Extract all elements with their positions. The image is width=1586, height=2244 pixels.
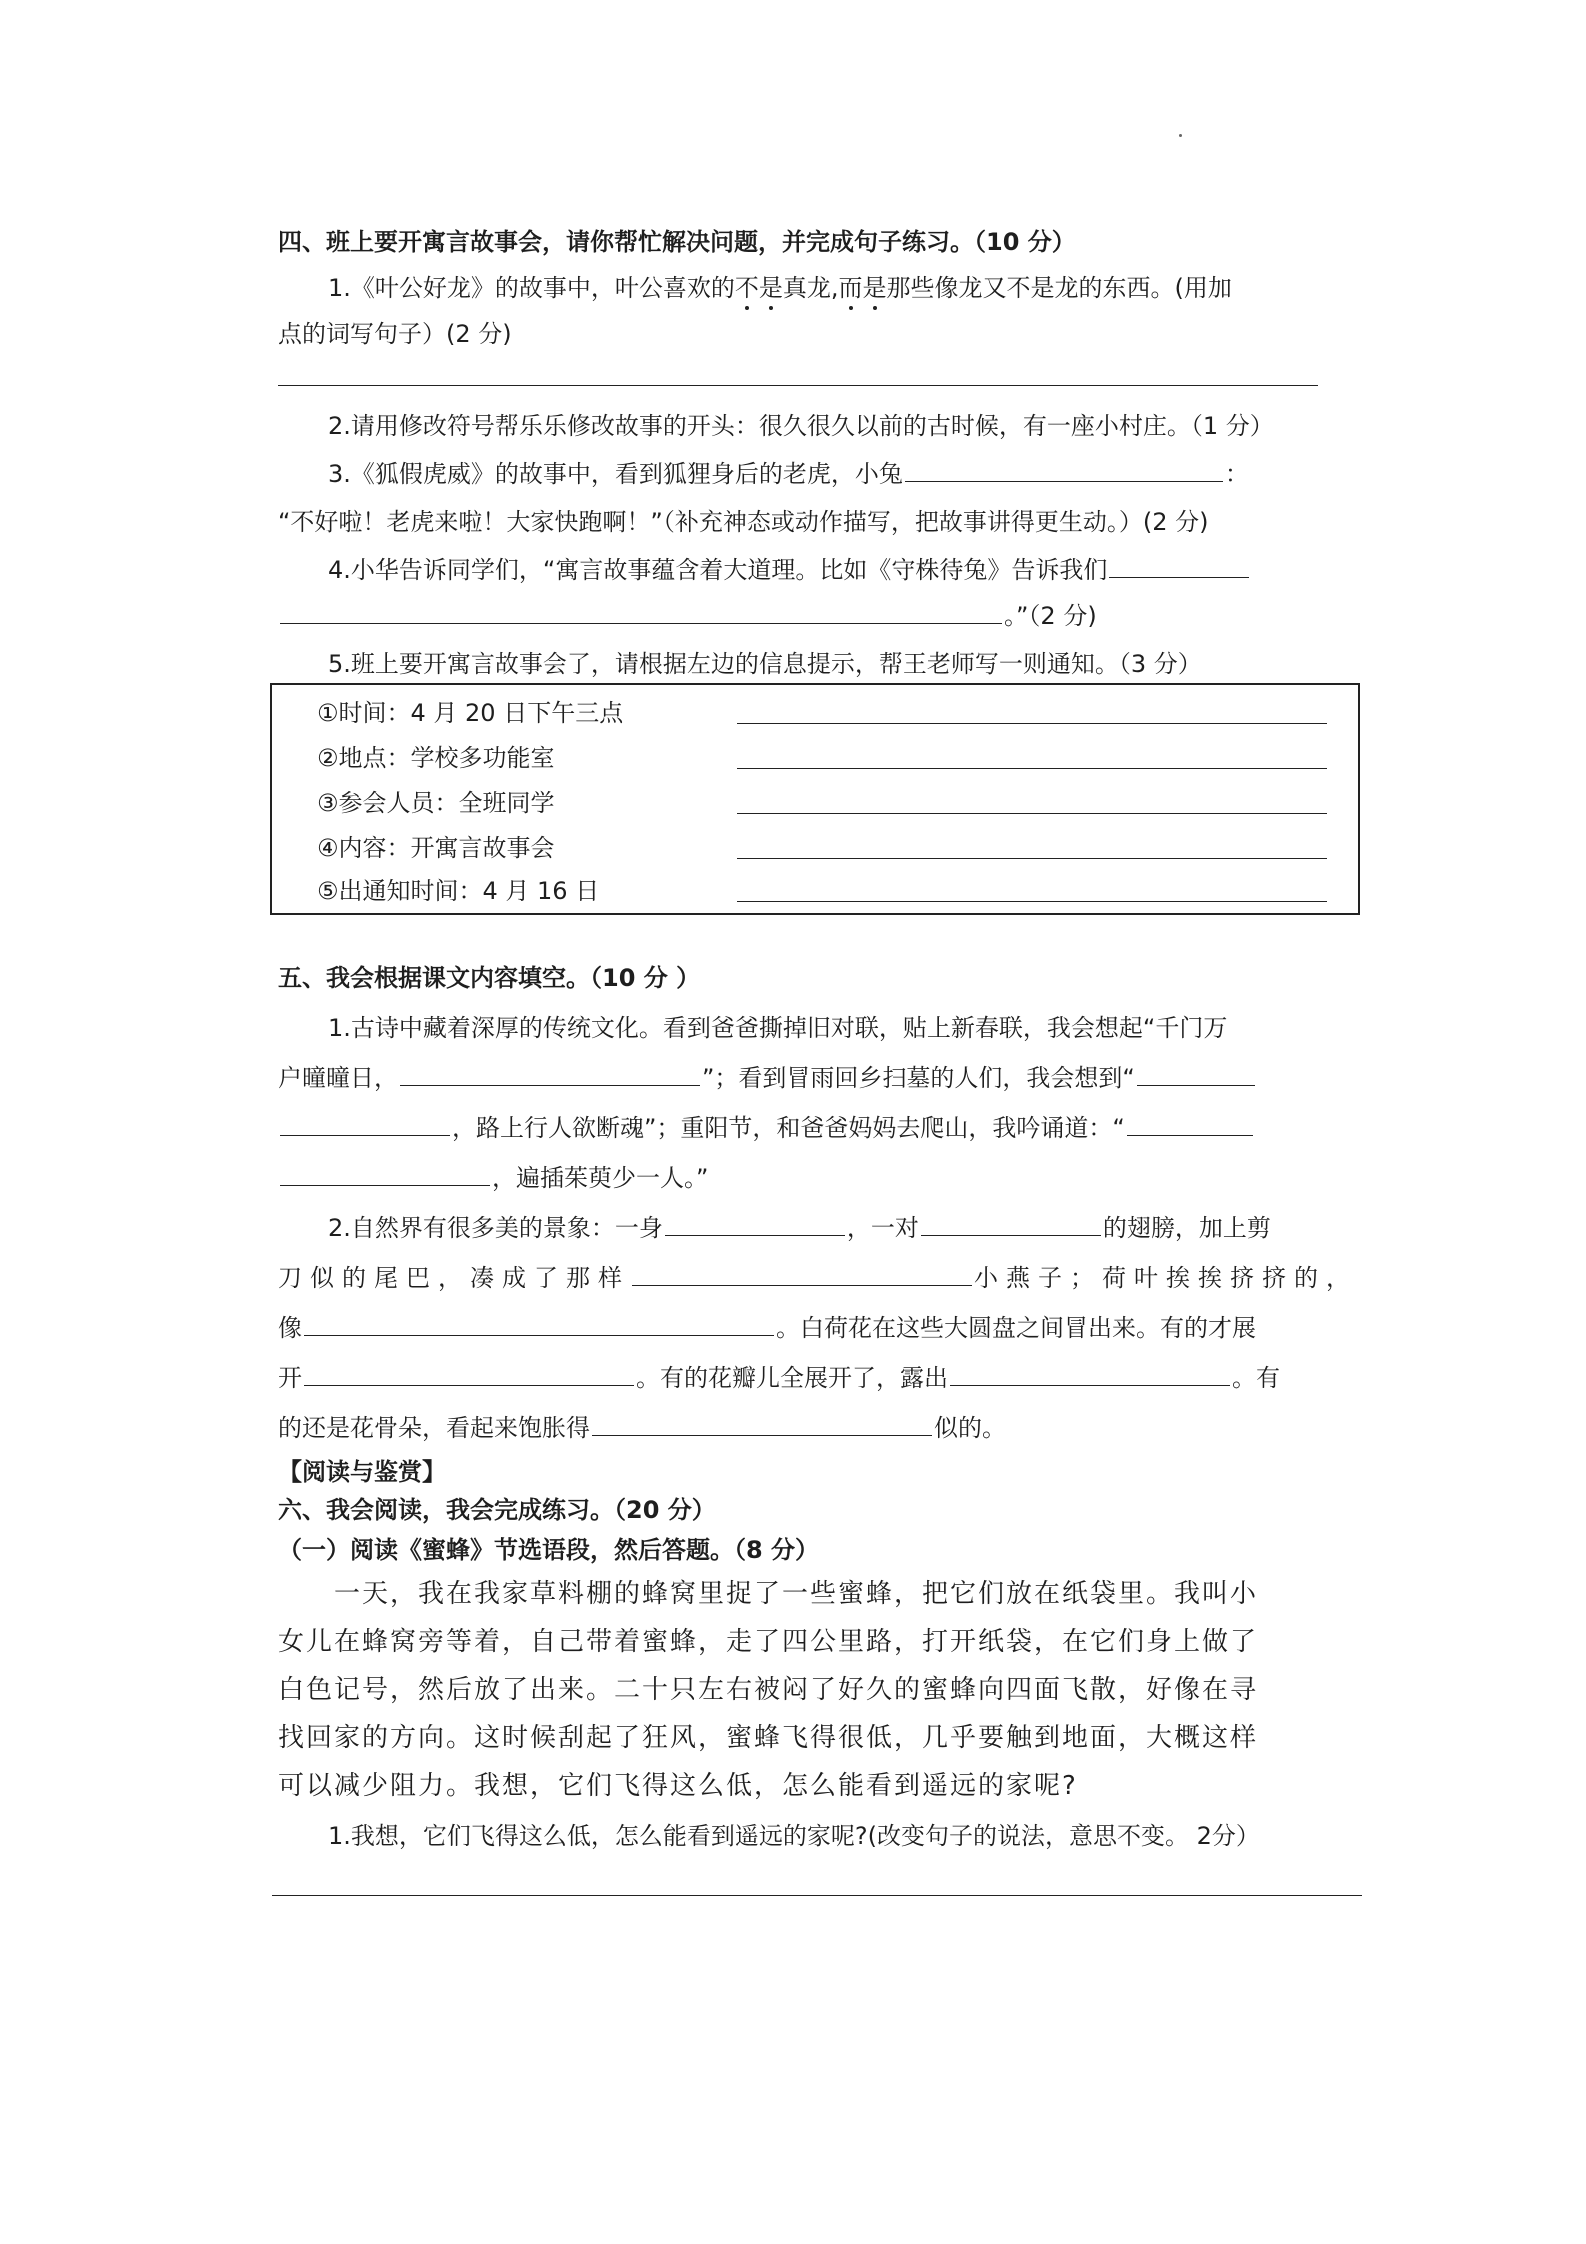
- dotted-char: 不: [734, 274, 759, 302]
- section-6-heading: 六、我会阅读，我会完成练习。（20 分）: [278, 1496, 716, 1524]
- dotted-char: 是: [862, 274, 887, 302]
- question-5-2-line4: [278, 1362, 1280, 1394]
- dotted-char: 而: [838, 274, 863, 302]
- question-4-2: 2.请用修改符号帮乐乐修改故事的开头：很久很久以前的古时候，有一座小村庄。（1 分）: [328, 412, 1274, 440]
- notice-row: [317, 781, 1327, 827]
- question-5-2-line3: [278, 1312, 1256, 1344]
- section-5-heading: 五、我会根据课文内容填空。（10 分 ）: [278, 964, 701, 992]
- answer-blank[interactable]: [950, 1363, 1230, 1386]
- q-text: 户曈曈日，: [278, 1064, 398, 1092]
- question-4-4: [328, 554, 1251, 586]
- q-text: 似的。: [934, 1414, 1006, 1442]
- answer-blank[interactable]: [592, 1413, 932, 1436]
- answer-blank[interactable]: [632, 1263, 972, 1286]
- q-text: 的翅膀，加上剪: [1102, 1214, 1271, 1242]
- q-text: 刀似的尾巴，凑成了那样: [278, 1264, 630, 1292]
- answer-blank[interactable]: [304, 1363, 634, 1386]
- q-text: ：: [1224, 460, 1249, 488]
- dotted-char: 是: [758, 274, 783, 302]
- q-text: 像: [278, 1314, 302, 1342]
- q-text: ，路上行人欲断魂”；重阳节，和爸爸妈妈去爬山，我吟诵道：“: [452, 1114, 1125, 1142]
- q-text: 。”（2 分): [1004, 602, 1097, 630]
- q-text: 那些像龙又不是龙的东西。(用加: [886, 274, 1232, 302]
- notice-item: ⑤出通知时间：4 月 16 日: [317, 877, 600, 905]
- answer-blank[interactable]: [905, 459, 1223, 482]
- question-5-1-line4: [278, 1162, 708, 1194]
- question-4-3-cont: “不好啦！老虎来啦！大家快跑啊！”（补充神态或动作描写，把故事讲得更生动。）(2 分): [278, 508, 1209, 536]
- q-text: 3.《狐假虎威》的故事中，看到狐狸身后的老虎，小兔: [328, 460, 903, 488]
- answer-blank[interactable]: [1127, 1113, 1253, 1136]
- notice-item: ①时间：4 月 20 日下午三点: [317, 699, 624, 727]
- notice-row: [317, 736, 1327, 782]
- answer-blank[interactable]: [280, 1113, 450, 1136]
- q-text: 1.《叶公好龙》的故事中，叶公喜欢的: [328, 274, 735, 302]
- answer-line-4-1[interactable]: [278, 385, 1318, 386]
- q-text: 。白荷花在这些大圆盘之间冒出来。有的才展: [776, 1314, 1256, 1342]
- question-4-1: [328, 272, 1232, 304]
- notice-line[interactable]: [737, 768, 1327, 769]
- question-4-5: 5.班上要开寓言故事会了，请根据左边的信息提示，帮王老师写一则通知。（3 分）: [328, 650, 1202, 678]
- notice-line[interactable]: [737, 901, 1327, 902]
- q-text: 开: [278, 1364, 302, 1392]
- notice-box: [270, 683, 1360, 915]
- question-6-1: 1.我想，它们飞得这么低，怎么能看到遥远的家呢?(改变句子的说法，意思不变。 2分）: [328, 1822, 1260, 1850]
- section-4-heading: 四、班上要开寓言故事会，请你帮忙解决问题，并完成句子练习。（10 分）: [278, 228, 1076, 256]
- part-1-heading: （一）阅读《蜜蜂》节选语段，然后答题。（8 分）: [278, 1536, 820, 1564]
- answer-blank[interactable]: [1137, 1063, 1255, 1086]
- q-text: 真龙,: [782, 274, 839, 302]
- passage-line: 女儿在蜂窝旁等着，自己带着蜜蜂，走了四公里路，打开纸袋，在它们身上做了: [278, 1627, 1259, 1657]
- question-5-2: [328, 1212, 1271, 1244]
- notice-item: ③参会人员：全班同学: [317, 789, 555, 817]
- answer-blank[interactable]: [921, 1213, 1101, 1236]
- q-text: ，一对: [846, 1214, 919, 1242]
- answer-blank[interactable]: [400, 1063, 700, 1086]
- q-text: 的还是花骨朵，看起来饱胀得: [278, 1414, 590, 1442]
- answer-blank[interactable]: [304, 1313, 774, 1336]
- answer-line-6-1[interactable]: [272, 1895, 1362, 1896]
- q-text: 。有的花瓣儿全展开了，露出: [636, 1364, 948, 1392]
- q-text: ，遍插茱萸少一人。”: [492, 1164, 709, 1192]
- passage-line: 可以减少阻力。我想，它们飞得这么低，怎么能看到遥远的家呢?: [278, 1771, 1078, 1801]
- notice-row: [317, 869, 1327, 915]
- answer-blank[interactable]: [280, 1163, 490, 1186]
- question-4-3: [328, 458, 1249, 490]
- notice-line[interactable]: [737, 813, 1327, 814]
- question-4-4-cont: [278, 600, 1097, 632]
- notice-item: ②地点：学校多功能室: [317, 744, 555, 772]
- notice-row: [317, 826, 1327, 872]
- notice-row: [317, 691, 1327, 737]
- scan-speck: [1179, 134, 1182, 137]
- q-text: 2.自然界有很多美的景象：一身: [328, 1214, 663, 1242]
- reading-tag: 【阅读与鉴赏】: [278, 1458, 446, 1486]
- question-5-1: 1.古诗中藏着深厚的传统文化。看到爸爸撕掉旧对联，贴上新春联，我会想起“千门万: [328, 1014, 1228, 1042]
- q-text: 4.小华告诉同学们，“寓言故事蕴含着大道理。比如《守株待兔》告诉我们: [328, 556, 1108, 584]
- question-5-1-line2: [278, 1062, 1257, 1094]
- answer-blank[interactable]: [280, 601, 1002, 624]
- question-5-2-line2: [278, 1262, 1358, 1294]
- q-text: 。有: [1232, 1364, 1280, 1392]
- notice-line[interactable]: [737, 723, 1327, 724]
- notice-item: ④内容：开寓言故事会: [317, 834, 555, 862]
- answer-blank[interactable]: [665, 1213, 845, 1236]
- passage-line: 找回家的方向。这时候刮起了狂风，蜜蜂飞得很低，几乎要触到地面，大概这样: [278, 1723, 1259, 1753]
- question-5-1-line3: [278, 1112, 1255, 1144]
- q-text: 小燕子；荷叶挨挨挤挤的，: [974, 1264, 1358, 1292]
- q-text: ”；看到冒雨回乡扫墓的人们，我会想到“: [702, 1064, 1135, 1092]
- answer-blank[interactable]: [1109, 555, 1249, 578]
- question-5-2-line5: [278, 1412, 1006, 1444]
- passage-line: 白色记号，然后放了出来。二十只左右被闷了好久的蜜蜂向四面飞散，好像在寻: [278, 1675, 1259, 1705]
- question-4-1-cont: 点的词写句子）(2 分): [278, 320, 512, 348]
- notice-line[interactable]: [737, 858, 1327, 859]
- passage-line: 一天，我在我家草料棚的蜂窝里捉了一些蜜蜂，把它们放在纸袋里。我叫小: [334, 1579, 1259, 1609]
